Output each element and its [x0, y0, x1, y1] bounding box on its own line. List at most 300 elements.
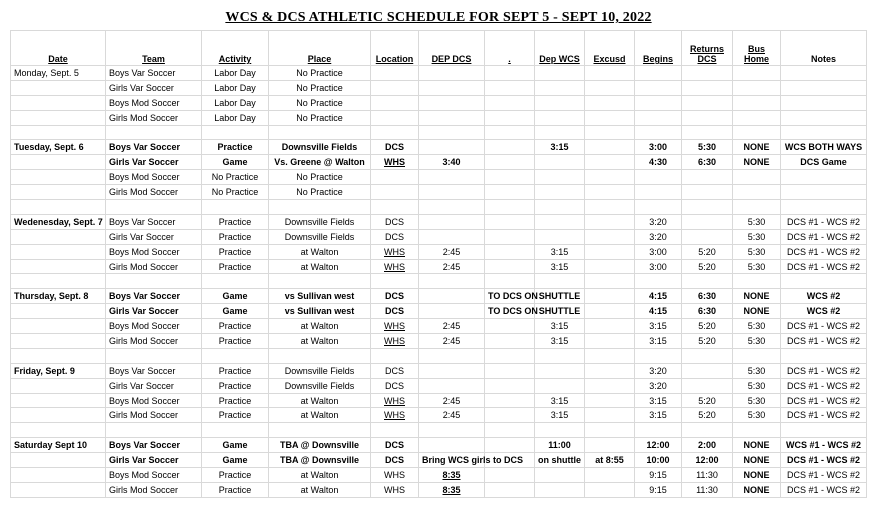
table-row — [11, 125, 867, 140]
table-row — [11, 80, 867, 95]
schedule-body — [11, 66, 867, 498]
cell-notes: WCS #1 - WCS #2 — [781, 438, 867, 453]
cell-team: Girls Mod Soccer — [106, 185, 202, 200]
table-row — [11, 289, 867, 304]
cell-location: DCS — [371, 378, 419, 393]
cell-team: Girls Var Soccer — [106, 80, 202, 95]
cell-place: at Walton — [269, 334, 371, 349]
cell-blank — [485, 229, 535, 244]
cell-dep-dcs — [419, 423, 485, 438]
cell-location: WHS — [371, 334, 419, 349]
table-row — [11, 304, 867, 319]
cell-blank — [485, 140, 535, 155]
cell-team — [106, 125, 202, 140]
cell-begins — [635, 80, 682, 95]
cell-returns: 6:30 — [682, 289, 733, 304]
cell-bus — [733, 348, 781, 363]
cell-place: No Practice — [269, 110, 371, 125]
cell-date — [11, 348, 106, 363]
cell-bus — [733, 66, 781, 81]
cell-activity: Game — [202, 155, 269, 170]
header-returns-line1: Returns — [689, 44, 724, 54]
cell-date — [11, 170, 106, 185]
header-returns — [682, 31, 733, 66]
cell-bus — [733, 274, 781, 289]
header-bus-line2: Home — [743, 54, 769, 64]
table-row — [11, 155, 867, 170]
cell-date: Saturday Sept 10 — [11, 438, 106, 453]
cell-activity: Practice — [202, 393, 269, 408]
cell-activity: Practice — [202, 214, 269, 229]
schedule-table — [10, 30, 867, 498]
cell-notes: DCS Game — [781, 155, 867, 170]
cell-date — [11, 185, 106, 200]
table-row — [11, 229, 867, 244]
cell-team — [106, 200, 202, 215]
cell-location — [371, 185, 419, 200]
table-row — [11, 408, 867, 423]
cell-dep-wcs — [535, 468, 585, 483]
cell-bus: NONE — [733, 155, 781, 170]
cell-returns — [682, 348, 733, 363]
cell-location — [371, 423, 419, 438]
cell-dep-wcs — [535, 110, 585, 125]
cell-returns — [682, 95, 733, 110]
cell-begins: 3:00 — [635, 259, 682, 274]
cell-location — [371, 125, 419, 140]
cell-date — [11, 334, 106, 349]
cell-excusd — [585, 289, 635, 304]
cell-excusd — [585, 363, 635, 378]
cell-returns — [682, 378, 733, 393]
cell-location: WHS — [371, 468, 419, 483]
cell-dep-wcs: 11:00 — [535, 438, 585, 453]
cell-date — [11, 378, 106, 393]
cell-notes — [781, 66, 867, 81]
cell-begins — [635, 170, 682, 185]
header-dep-wcs: Dep WCS — [535, 31, 585, 66]
cell-place: at Walton — [269, 482, 371, 497]
cell-activity: Game — [202, 304, 269, 319]
cell-bus: 5:30 — [733, 229, 781, 244]
cell-dep-dcs: 2:45 — [419, 393, 485, 408]
cell-activity: Labor Day — [202, 80, 269, 95]
cell-excusd — [585, 170, 635, 185]
cell-begins — [635, 423, 682, 438]
cell-team — [106, 423, 202, 438]
cell-returns — [682, 274, 733, 289]
cell-place: at Walton — [269, 468, 371, 483]
cell-notes: WCS BOTH WAYS — [781, 140, 867, 155]
cell-blank — [485, 110, 535, 125]
cell-team: Boys Mod Soccer — [106, 319, 202, 334]
cell-dep-dcs — [419, 200, 485, 215]
cell-notes: WCS #2 — [781, 289, 867, 304]
table-row — [11, 482, 867, 497]
cell-location — [371, 348, 419, 363]
cell-excusd — [585, 140, 635, 155]
cell-blank — [485, 319, 535, 334]
cell-activity: Labor Day — [202, 110, 269, 125]
cell-activity: Labor Day — [202, 66, 269, 81]
cell-place: Downsville Fields — [269, 363, 371, 378]
cell-dep-wcs: 3:15 — [535, 393, 585, 408]
table-row — [11, 259, 867, 274]
header-team: Team — [106, 31, 202, 66]
cell-bus — [733, 125, 781, 140]
cell-notes — [781, 125, 867, 140]
cell-team: Boys Mod Soccer — [106, 170, 202, 185]
cell-begins: 3:15 — [635, 408, 682, 423]
cell-excusd — [585, 274, 635, 289]
table-row — [11, 110, 867, 125]
header-row — [11, 31, 867, 66]
cell-excusd — [585, 259, 635, 274]
header-blank: . — [485, 31, 535, 66]
cell-dep-wcs: 3:15 — [535, 408, 585, 423]
cell-location — [371, 274, 419, 289]
table-row — [11, 363, 867, 378]
cell-dep-dcs — [419, 170, 485, 185]
cell-blank — [485, 155, 535, 170]
cell-begins: 9:15 — [635, 468, 682, 483]
header-dep-dcs: DEP DCS — [419, 31, 485, 66]
cell-blank — [485, 378, 535, 393]
cell-blank — [485, 95, 535, 110]
cell-blank — [485, 468, 535, 483]
header-bus — [733, 31, 781, 66]
cell-place: vs Sullivan west — [269, 289, 371, 304]
cell-activity — [202, 423, 269, 438]
cell-bus: NONE — [733, 468, 781, 483]
cell-team: Boys Var Soccer — [106, 289, 202, 304]
cell-activity: Practice — [202, 363, 269, 378]
cell-dep-wcs: SHUTTLE — [535, 289, 585, 304]
cell-place: at Walton — [269, 408, 371, 423]
cell-blank — [485, 438, 535, 453]
cell-excusd — [585, 155, 635, 170]
cell-notes — [781, 348, 867, 363]
cell-excusd — [585, 319, 635, 334]
cell-excusd — [585, 408, 635, 423]
cell-bus: 5:30 — [733, 363, 781, 378]
cell-place: vs Sullivan west — [269, 304, 371, 319]
cell-begins: 3:20 — [635, 363, 682, 378]
cell-date — [11, 110, 106, 125]
cell-begins: 3:00 — [635, 140, 682, 155]
cell-begins: 10:00 — [635, 453, 682, 468]
cell-place: Vs. Greene @ Walton — [269, 155, 371, 170]
cell-dep-wcs: 3:15 — [535, 319, 585, 334]
cell-notes — [781, 95, 867, 110]
cell-place: Downsville Fields — [269, 378, 371, 393]
cell-notes: DCS #1 - WCS #2 — [781, 319, 867, 334]
cell-dep-wcs — [535, 125, 585, 140]
cell-notes — [781, 200, 867, 215]
cell-returns — [682, 66, 733, 81]
cell-bus: 5:30 — [733, 393, 781, 408]
header-place: Place — [269, 31, 371, 66]
cell-notes: DCS #1 - WCS #2 — [781, 259, 867, 274]
cell-place: No Practice — [269, 66, 371, 81]
cell-returns: 2:00 — [682, 438, 733, 453]
cell-place — [269, 274, 371, 289]
cell-bus: 5:30 — [733, 319, 781, 334]
cell-location: DCS — [371, 304, 419, 319]
cell-bus: 5:30 — [733, 408, 781, 423]
cell-location: DCS — [371, 453, 419, 468]
cell-team: Boys Mod Soccer — [106, 393, 202, 408]
cell-dep-wcs — [535, 170, 585, 185]
cell-dep-dcs: 2:45 — [419, 259, 485, 274]
header-returns-line2: DCS — [697, 54, 717, 64]
cell-begins: 3:15 — [635, 319, 682, 334]
cell-excusd — [585, 229, 635, 244]
cell-activity — [202, 125, 269, 140]
table-row — [11, 438, 867, 453]
cell-notes — [781, 80, 867, 95]
table-row — [11, 170, 867, 185]
cell-bus: NONE — [733, 453, 781, 468]
cell-notes: DCS #1 - WCS #2 — [781, 214, 867, 229]
table-row — [11, 423, 867, 438]
cell-returns: 6:30 — [682, 304, 733, 319]
cell-location: WHS — [371, 482, 419, 497]
cell-date: Thursday, Sept. 8 — [11, 289, 106, 304]
header-location: Location — [371, 31, 419, 66]
cell-activity: Game — [202, 289, 269, 304]
cell-notes — [781, 274, 867, 289]
table-row — [11, 95, 867, 110]
cell-notes — [781, 110, 867, 125]
cell-returns: 5:30 — [682, 140, 733, 155]
table-row — [11, 393, 867, 408]
cell-dep-wcs — [535, 200, 585, 215]
cell-excusd — [585, 423, 635, 438]
cell-begins — [635, 125, 682, 140]
cell-location: WHS — [371, 319, 419, 334]
cell-dep-dcs — [419, 80, 485, 95]
cell-location — [371, 80, 419, 95]
cell-team: Girls Mod Soccer — [106, 482, 202, 497]
cell-dep-wcs — [535, 348, 585, 363]
cell-dep-wcs — [535, 482, 585, 497]
schedule-title: WCS & DCS ATHLETIC SCHEDULE FOR SEPT 5 - SEPT 10, 2022 — [225, 10, 652, 25]
cell-activity: Practice — [202, 334, 269, 349]
cell-date — [11, 304, 106, 319]
cell-excusd — [585, 393, 635, 408]
cell-activity: Practice — [202, 259, 269, 274]
cell-blank — [485, 244, 535, 259]
cell-date — [11, 482, 106, 497]
cell-team: Boys Var Soccer — [106, 140, 202, 155]
cell-returns — [682, 125, 733, 140]
cell-bus: 5:30 — [733, 214, 781, 229]
cell-begins: 4:15 — [635, 304, 682, 319]
cell-activity: Labor Day — [202, 95, 269, 110]
cell-date: Monday, Sept. 5 — [11, 66, 106, 81]
cell-notes: DCS #1 - WCS #2 — [781, 453, 867, 468]
cell-date — [11, 468, 106, 483]
cell-date — [11, 95, 106, 110]
cell-excusd — [585, 378, 635, 393]
cell-activity: Practice — [202, 140, 269, 155]
cell-date — [11, 393, 106, 408]
cell-activity — [202, 348, 269, 363]
cell-place — [269, 200, 371, 215]
cell-begins: 3:20 — [635, 378, 682, 393]
cell-blank — [485, 125, 535, 140]
cell-location: DCS — [371, 289, 419, 304]
cell-date — [11, 319, 106, 334]
cell-place: at Walton — [269, 319, 371, 334]
cell-date — [11, 244, 106, 259]
cell-activity: Practice — [202, 408, 269, 423]
cell-dep-wcs — [535, 274, 585, 289]
header-begins: Begins — [635, 31, 682, 66]
cell-bus: 5:30 — [733, 244, 781, 259]
cell-blank — [485, 363, 535, 378]
cell-blank — [485, 259, 535, 274]
cell-location: WHS — [371, 408, 419, 423]
cell-dep-wcs: 3:15 — [535, 244, 585, 259]
cell-begins — [635, 95, 682, 110]
cell-returns — [682, 229, 733, 244]
cell-team: Boys Var Soccer — [106, 214, 202, 229]
cell-notes: DCS #1 - WCS #2 — [781, 393, 867, 408]
cell-activity: Game — [202, 453, 269, 468]
cell-location: DCS — [371, 229, 419, 244]
cell-begins: 4:30 — [635, 155, 682, 170]
cell-dep-dcs — [419, 95, 485, 110]
cell-team — [106, 348, 202, 363]
cell-team: Girls Var Soccer — [106, 378, 202, 393]
cell-begins: 3:15 — [635, 334, 682, 349]
cell-dep-dcs: 3:40 — [419, 155, 485, 170]
cell-team — [106, 274, 202, 289]
cell-begins: 4:15 — [635, 289, 682, 304]
cell-dep-dcs — [419, 185, 485, 200]
cell-notes: DCS #1 - WCS #2 — [781, 468, 867, 483]
cell-dep-dcs — [419, 348, 485, 363]
cell-returns — [682, 110, 733, 125]
cell-place: No Practice — [269, 95, 371, 110]
cell-blank — [485, 80, 535, 95]
cell-blank — [485, 393, 535, 408]
table-row — [11, 453, 867, 468]
table-row — [11, 378, 867, 393]
cell-team: Girls Var Soccer — [106, 155, 202, 170]
cell-excusd — [585, 438, 635, 453]
cell-returns — [682, 80, 733, 95]
cell-excusd — [585, 80, 635, 95]
cell-returns — [682, 363, 733, 378]
cell-dep-dcs — [419, 289, 485, 304]
header-excusd: Excusd — [585, 31, 635, 66]
table-row — [11, 468, 867, 483]
cell-activity: Practice — [202, 229, 269, 244]
cell-excusd — [585, 200, 635, 215]
cell-bus: NONE — [733, 140, 781, 155]
cell-location — [371, 95, 419, 110]
cell-dep-wcs — [535, 185, 585, 200]
cell-date: Tuesday, Sept. 6 — [11, 140, 106, 155]
cell-dep-dcs — [419, 140, 485, 155]
cell-excusd — [585, 110, 635, 125]
cell-bus — [733, 423, 781, 438]
cell-location — [371, 170, 419, 185]
header-notes: Notes — [781, 31, 867, 66]
cell-location: WHS — [371, 393, 419, 408]
cell-begins: 3:20 — [635, 229, 682, 244]
cell-team: Boys Var Soccer — [106, 363, 202, 378]
cell-bus — [733, 185, 781, 200]
cell-activity: Practice — [202, 468, 269, 483]
cell-returns: 6:30 — [682, 155, 733, 170]
cell-blank — [485, 274, 535, 289]
cell-place: Downsville Fields — [269, 214, 371, 229]
cell-bus — [733, 110, 781, 125]
cell-date — [11, 453, 106, 468]
cell-dep-dcs — [419, 125, 485, 140]
cell-dep-wcs — [535, 423, 585, 438]
cell-dep-wcs — [535, 214, 585, 229]
cell-bus: 5:30 — [733, 334, 781, 349]
cell-place — [269, 348, 371, 363]
cell-team: Girls Var Soccer — [106, 453, 202, 468]
cell-location: WHS — [371, 259, 419, 274]
cell-place: TBA @ Downsville — [269, 438, 371, 453]
cell-date — [11, 155, 106, 170]
cell-returns: 5:20 — [682, 244, 733, 259]
cell-activity: Practice — [202, 482, 269, 497]
cell-blank: TO DCS ON — [485, 304, 535, 319]
header-bus-line1: Bus — [747, 44, 765, 54]
cell-notes: DCS #1 - WCS #2 — [781, 334, 867, 349]
cell-location: DCS — [371, 363, 419, 378]
cell-excusd — [585, 468, 635, 483]
cell-dep-wcs — [535, 363, 585, 378]
cell-excusd — [585, 125, 635, 140]
cell-bus — [733, 95, 781, 110]
cell-dep-dcs — [419, 66, 485, 81]
cell-notes: DCS #1 - WCS #2 — [781, 482, 867, 497]
cell-date — [11, 274, 106, 289]
cell-bus: 5:30 — [733, 378, 781, 393]
cell-place: TBA @ Downsville — [269, 453, 371, 468]
cell-activity: Practice — [202, 319, 269, 334]
cell-team: Boys Mod Soccer — [106, 95, 202, 110]
cell-team: Girls Var Soccer — [106, 229, 202, 244]
cell-dep-dcs — [419, 110, 485, 125]
cell-notes: DCS #1 - WCS #2 — [781, 244, 867, 259]
cell-blank — [485, 214, 535, 229]
table-row — [11, 274, 867, 289]
cell-begins — [635, 110, 682, 125]
cell-place: No Practice — [269, 80, 371, 95]
cell-dep-dcs: Bring WCS girls to DCS — [419, 453, 485, 468]
cell-activity: Practice — [202, 378, 269, 393]
cell-activity — [202, 274, 269, 289]
cell-dep-dcs: 2:45 — [419, 319, 485, 334]
table-row — [11, 334, 867, 349]
table-row — [11, 319, 867, 334]
cell-location: DCS — [371, 140, 419, 155]
cell-team: Boys Var Soccer — [106, 438, 202, 453]
cell-dep-wcs: 3:15 — [535, 334, 585, 349]
cell-location — [371, 110, 419, 125]
cell-notes: DCS #1 - WCS #2 — [781, 229, 867, 244]
